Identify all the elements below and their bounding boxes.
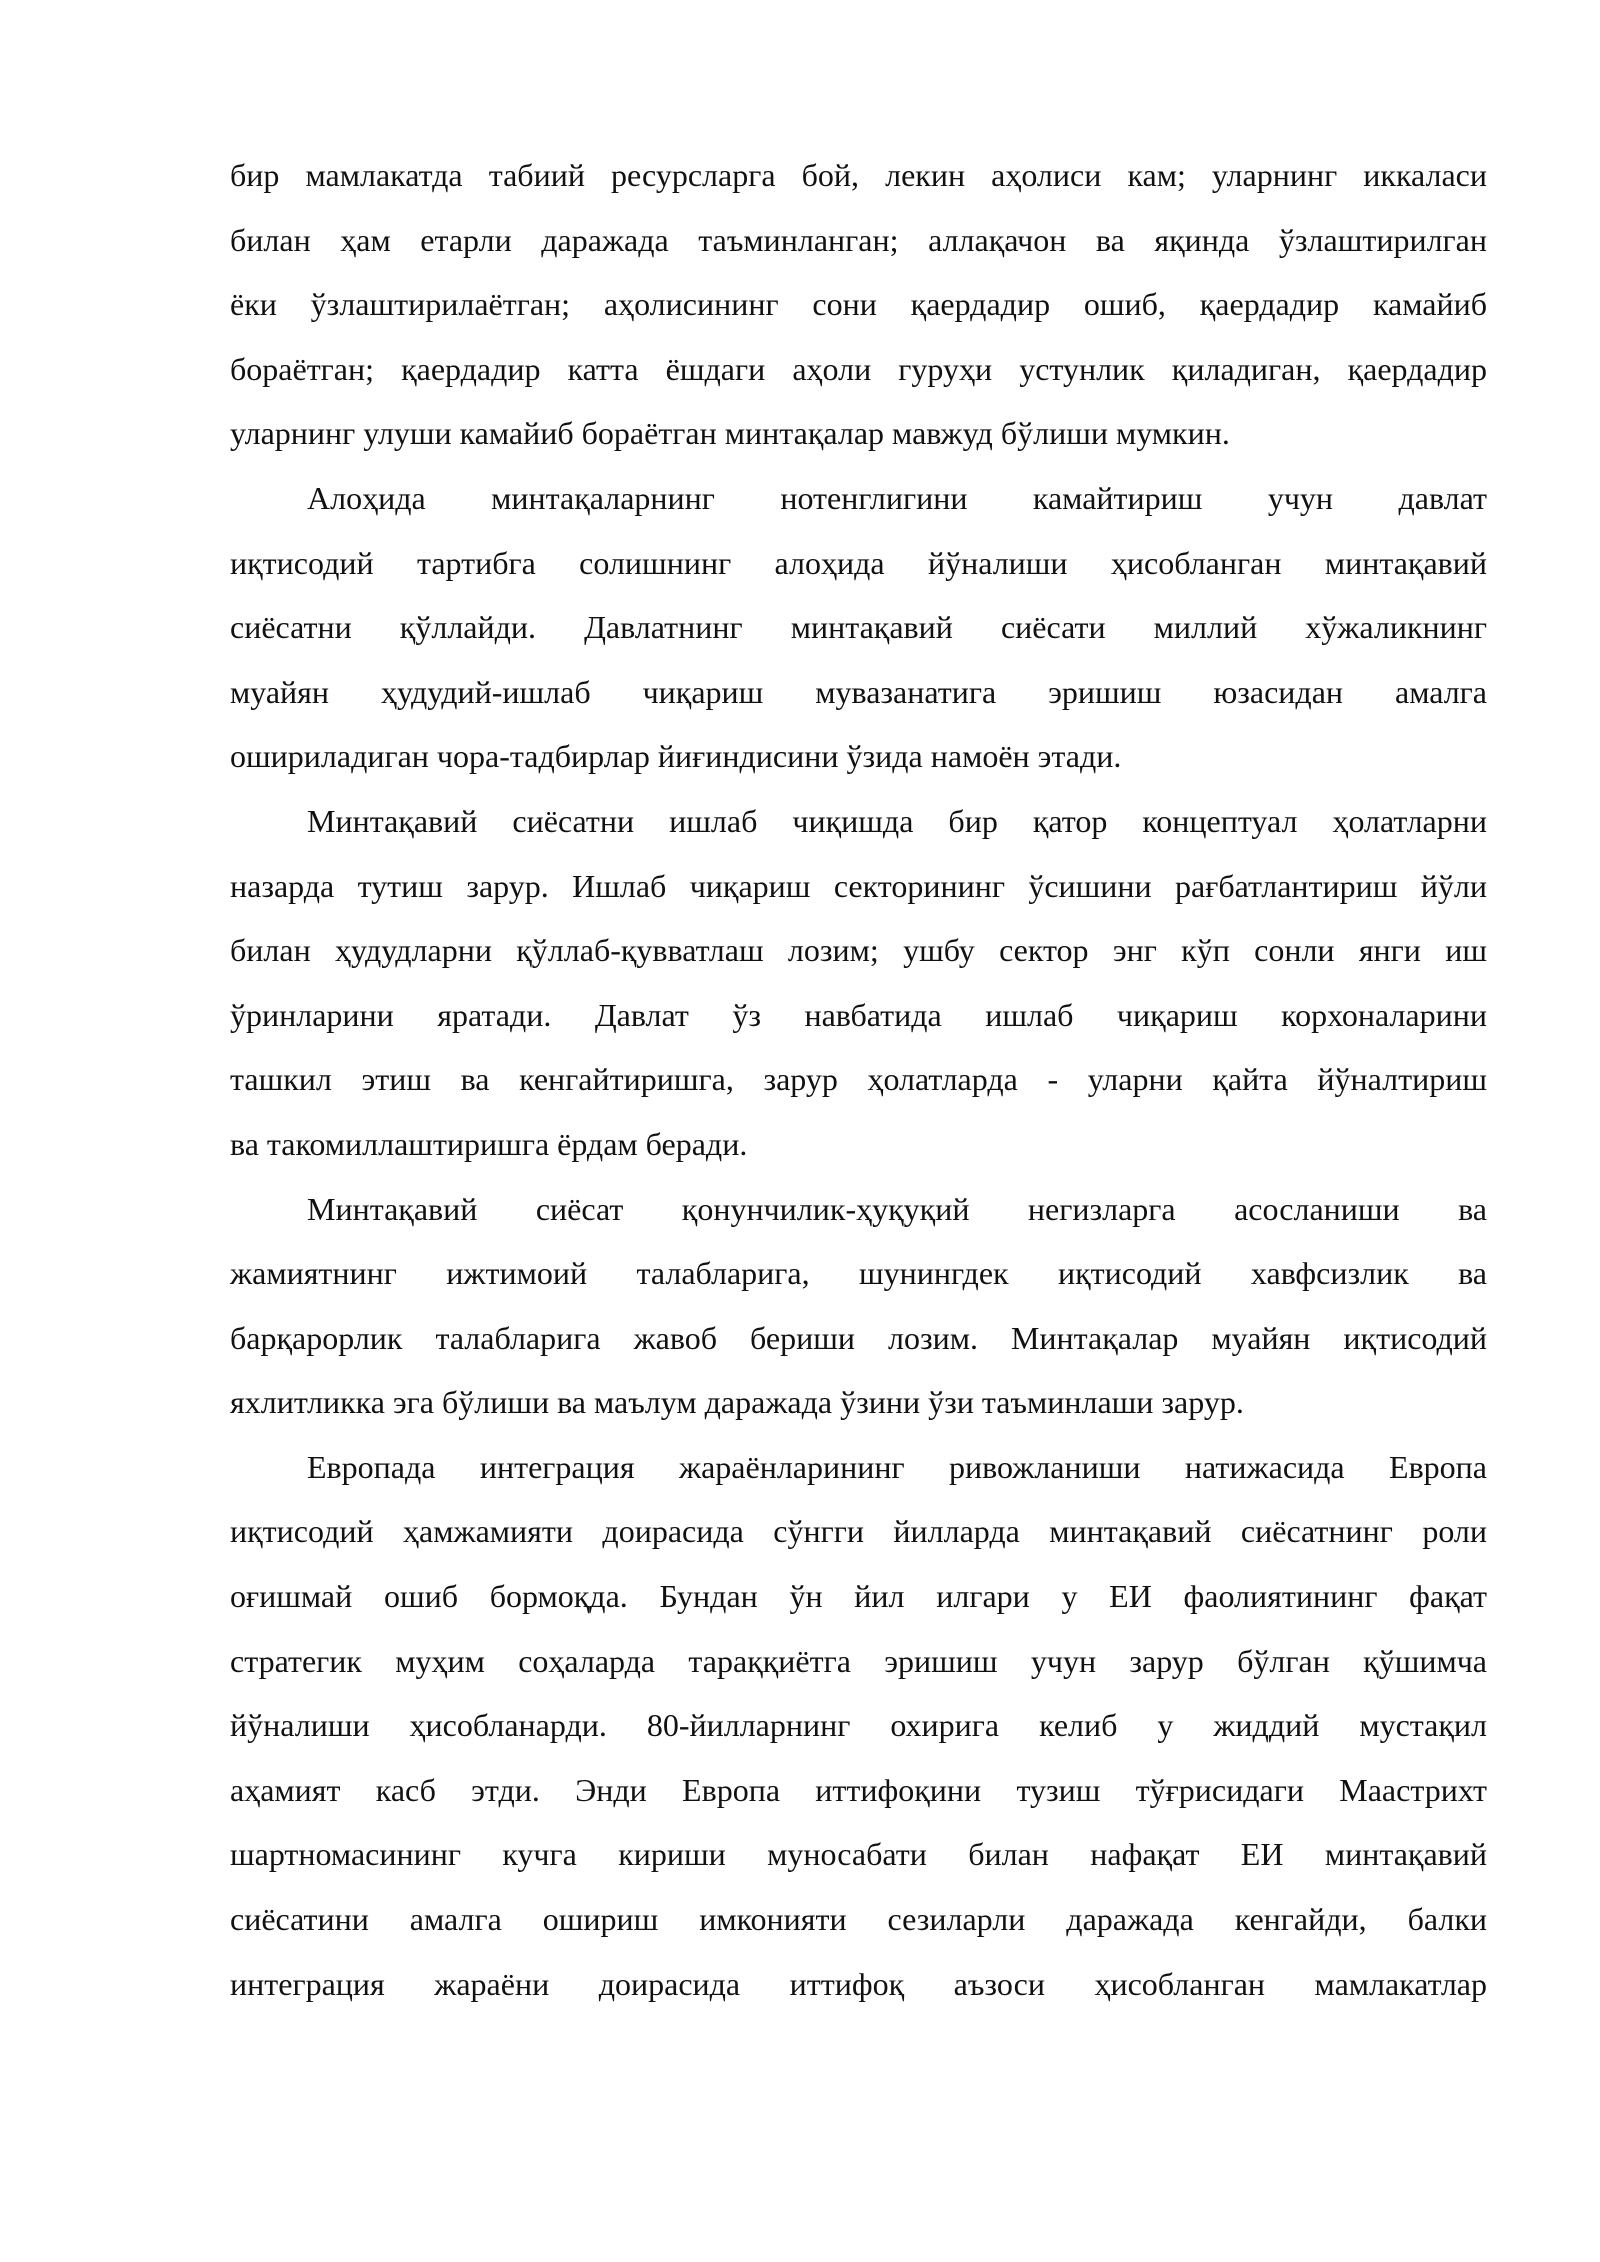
paragraph-2 [230,466,1487,789]
text-line: билан ҳам етарли даражада таъминланган; аллақачон ва яқинда ўзлаштирилган [230,221,1487,258]
text-line: ўринларини яратади. Давлат ўз навбатида ишлаб чиқариш корхоналарини [230,996,1487,1033]
text-line: бораётган; қаердадир катта ёшдаги аҳоли гуруҳи устунлик қиладиган, қаердадир [230,350,1487,387]
text-line: уларнинг улуши камайиб бораётган минтақалар мавжуд бўлиши мумкин. [230,415,1230,452]
paragraph-3 [230,789,1487,1177]
text-line: шартномасининг кучга кириши муносабати билан нафақат ЕИ минтақавий [230,1836,1487,1873]
text-line: муайян ҳудудий-ишлаб чиқариш мувазанатига эришиш юзасидан амалга [230,673,1487,710]
text-line: стратегик муҳим соҳаларда тараққиётга эришиш учун зарур бўлган қўшимча [230,1642,1487,1679]
text-line: йўналиши ҳисобланарди. 80-йилларнинг охирига келиб у жиддий мустақил [230,1707,1487,1744]
text-line: назарда тутиш зарур. Ишлаб чиқариш секторининг ўсишини рағбатлантириш йўли [230,867,1487,904]
paragraph-4 [230,1177,1487,1435]
text-line: Европада интеграция жараёнларининг ривожланиши натижасида Европа [307,1448,1487,1485]
text-line: жамиятнинг ижтимоий талабларига, шунингдек иқтисодий хавфсизлик ва [230,1255,1487,1292]
text-line: ошириладиган чора-тадбирлар йиғиндисини ўзида намоён этади. [230,738,1122,775]
text-line: иқтисодий тартибга солишнинг алоҳида йўналиши ҳисобланган минтақавий [230,544,1487,581]
text-line: Минтақавий сиёсат қонунчилик-ҳуқуқий негизларга асосланиши ва [307,1190,1487,1227]
text-line: ва такомиллаштиришга ёрдам беради. [230,1125,748,1162]
text-line: барқарорлик талабларига жавоб бериши лозим. Минтақалар муайян иқтисодий [230,1319,1487,1356]
text-line: бир мамлакатда табиий ресурсларга бой, лекин аҳолиси кам; уларнинг иккаласи [230,157,1487,193]
text-line: яхлитликка эга бўлиши ва маълум даражада ўзини ўзи таъминлаши зарур. [230,1384,1244,1421]
text-line: интеграция жараёни доирасида иттифоқ аъзоси ҳисобланган мамлакатлар [230,1965,1487,2002]
text-line: Минтақавий сиёсатни ишлаб чиқишда бир қатор концептуал ҳолатларни [307,802,1487,839]
text-line: билан ҳудудларни қўллаб-қувватлаш лозим; ушбу сектор энг кўп сонли янги иш [230,932,1487,969]
text-line: сиёсатини амалга ошириш имконияти сезиларли даражада кенгайди, балки [230,1901,1487,1938]
text-line: ёки ўзлаштирилаётган; аҳолисининг сони қаердадир ошиб, қаердадир камайиб [230,286,1487,323]
text-line: ташкил этиш ва кенгайтиришга, зарур ҳолатларда - уларни қайта йўналтириш [230,1061,1487,1098]
text-line: сиёсатни қўллайди. Давлатнинг минтақавий сиёсати миллий хўжаликнинг [230,609,1487,646]
text-line: оғишмай ошиб бормоқда. Бундан ўн йил илгари у ЕИ фаолиятининг фақат [230,1578,1487,1615]
text-line: иқтисодий ҳамжамияти доирасида сўнгги йилларда минтақавий сиёсатнинг роли [230,1513,1487,1550]
text-line: аҳамият касб этди. Энди Европа иттифоқини тузиш тўғрисидаги Маастрихт [230,1771,1487,1808]
text-line: Алоҳида минтақаларнинг нотенглигини камайтириш учун давлат [307,479,1487,516]
paragraph-1 [230,143,1487,466]
document-body [230,143,1487,2016]
paragraph-5 [230,1435,1487,2016]
